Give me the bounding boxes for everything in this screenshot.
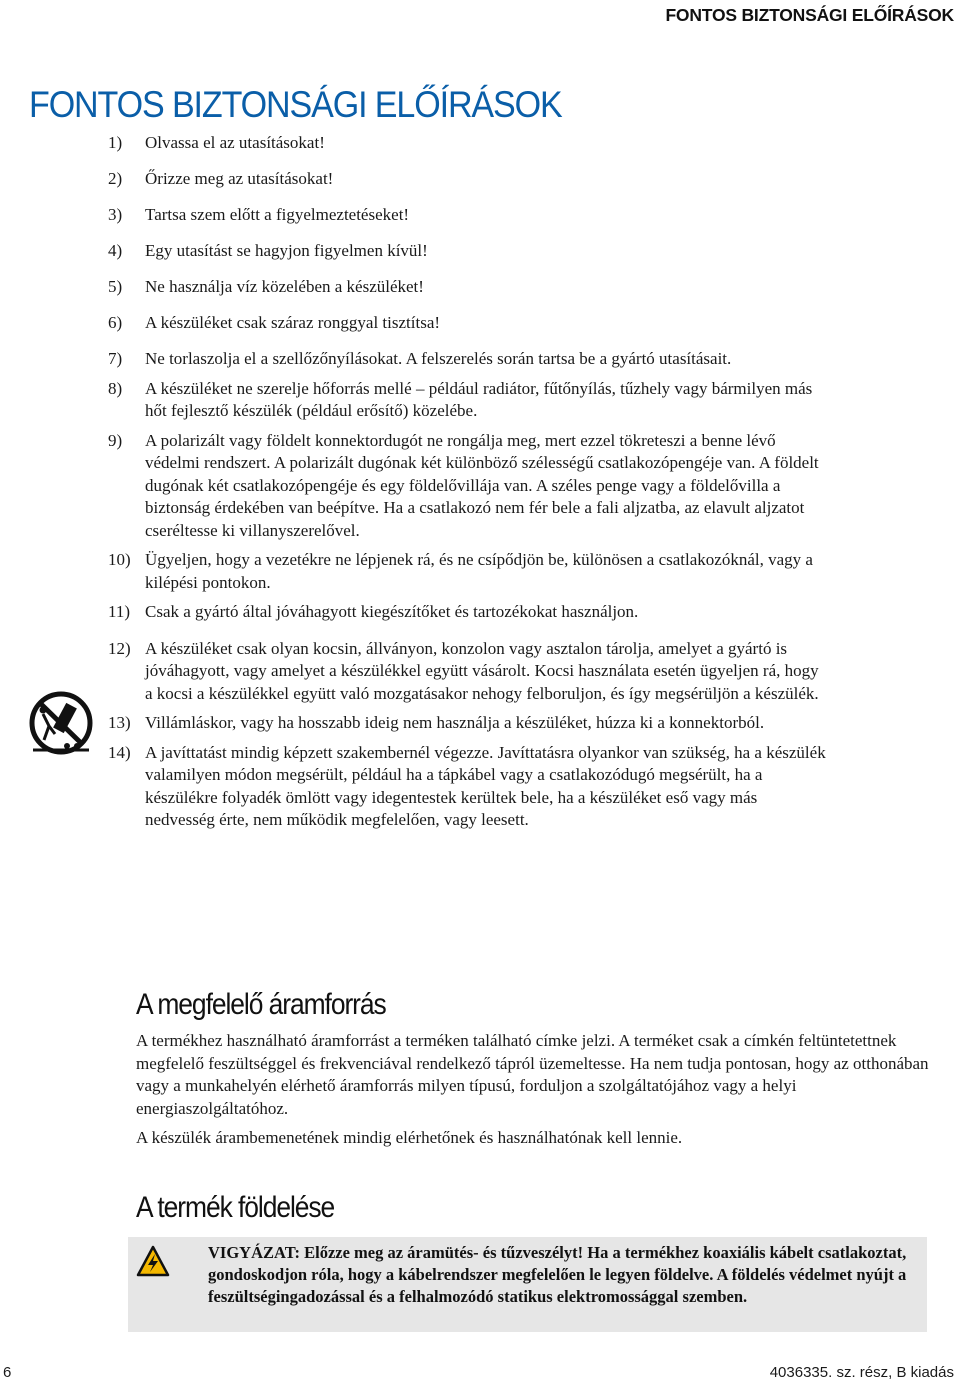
item-number: 6)	[108, 313, 123, 332]
list-item	[108, 549, 828, 594]
list-item	[108, 601, 828, 624]
item-text: Csak a gyártó által jóváhagyott kiegészítőket és tartozékokat használjon.	[145, 602, 639, 621]
item-text: Villámláskor, vagy ha hosszabb ideig nem használja a készüléket, húzza ki a konnektorból.	[145, 713, 765, 732]
item-text: Olvassa el az utasításokat!	[145, 133, 325, 152]
item-text: A polarizált vagy földelt konnektordugót ne rongálja meg, mert ezzel tökreteszi a benne lévő védelmi rendszert. A polarizált dugónak két különböző szélességű csatlakozópengéje van. A földelt dugónak két csatlakozópengéje és egy földelővillája van. A széles penge vagy a földelővilla a biztonság érdekében van beépítve. Ha a csatlakozó nem fér bele a fali aljzatba, az elavult aljzatot cseréltesse ki villanyszerelővel.	[145, 430, 819, 540]
list-item	[108, 204, 828, 227]
item-text: Egy utasítást se hagyjon figyelmen kívül!	[145, 241, 428, 260]
section-title-grounding: A termék földelése	[136, 1191, 335, 1224]
item-text: Ne torlaszolja el a szellőzőnyílásokat. A felszerelés során tartsa be a gyártó utasításait.	[145, 349, 732, 368]
item-text: A készüléket ne szerelje hőforrás mellé – például radiátor, fűtőnyílás, tűzhely vagy bármilyen más hőt fejlesztő készülék (például erősítő) közelébe.	[145, 378, 813, 420]
item-text: Őrizze meg az utasításokat!	[145, 169, 334, 188]
cart-tip-over-warning-icon	[27, 688, 95, 758]
section-title-power: A megfelelő áramforrás	[136, 988, 386, 1021]
item-number: 9)	[108, 430, 123, 450]
list-item	[108, 348, 828, 371]
page-number: 6	[3, 1364, 12, 1381]
list-item	[108, 132, 828, 155]
item-text: Ne használja víz közelében a készüléket!	[145, 277, 424, 296]
list-item	[108, 742, 828, 832]
item-text: A készüléket csak száraz ronggyal tisztítsa!	[145, 313, 441, 332]
item-text: Ügyeljen, hogy a vezetékre ne lépjenek rá, és ne csípődjön be, különösen a csatlakozóknál, vagy a kilépési pontokon.	[145, 550, 813, 592]
power-paragraph-access: A készülék árambemenetének mindig elérhetőnek és használhatónak kell lennie.	[136, 1128, 683, 1147]
running-header: FONTOS BIZTONSÁGI ELŐÍRÁSOK	[665, 5, 954, 25]
list-item	[108, 168, 828, 191]
warning-box	[128, 1237, 927, 1332]
list-item	[108, 312, 828, 335]
item-number: 14)	[108, 742, 131, 762]
item-text: Tartsa szem előtt a figyelmeztetéseket!	[145, 205, 410, 224]
item-number: 12)	[108, 638, 131, 658]
list-item	[108, 276, 828, 299]
item-number: 11)	[108, 602, 131, 621]
item-number: 13)	[108, 713, 131, 732]
item-number: 1)	[108, 133, 123, 152]
item-text: A készüléket csak olyan kocsin, állványon, konzolon vagy asztalon tárolja, amelyet a gyártó is jóváhagyott, vagy amelyet a készülékkel együtt vásárolt. Kocsi használata esetén ügyeljen rá, hogy a kocsi a készülékkel együtt való mozgatásakor nehogy felboruljon, és így megsérüljön a készülék.	[145, 638, 819, 703]
item-number: 10)	[108, 550, 131, 569]
page-title: FONTOS BIZTONSÁGI ELŐÍRÁSOK	[29, 84, 562, 125]
item-number: 7)	[108, 349, 123, 368]
item-number: 5)	[108, 277, 123, 296]
document-reference: 4036335. sz. rész, B kiadás	[769, 1364, 954, 1381]
electric-shock-warning-icon	[136, 1245, 170, 1277]
warning-text: VIGYÁZAT: Előzze meg az áramütés- és tűzveszélyt! Ha a termékhez koaxiális kábelt csatlakoztat, gondoskodjon róla, hogy a kábelrendszer megfelelően le legyen földelve. A földelés védelmet nyújt a feszültségingadozással és a felhalmozódó statikus elektromossággal szemben.	[208, 1243, 907, 1306]
list-item	[108, 240, 828, 263]
item-number: 2)	[108, 169, 123, 188]
item-number: 8)	[108, 378, 123, 398]
power-paragraph: A termékhez használható áramforrást a terméken található címke jelzi. A terméket csak a címkén feltüntetettnek megfelelő feszültséggel és frekvenciával rendelkező tápról üzemeltesse. Ha nem tudja pontosan, hogy az otthonában vagy a munkahelyén elérhető áramforrás milyen típusú, forduljon a szolgáltatójához vagy a helyi energiaszolgáltatóhoz.	[136, 1031, 929, 1118]
item-number: 3)	[108, 205, 123, 224]
item-number: 4)	[108, 241, 123, 260]
item-text: A javíttatást mindig képzett szakembernél végezze. Javíttatásra olyankor van szükség, ha a készülék valamilyen módon megsérült, például ha a tápkábel vagy a csatlakozódugó megsérült, ha a készülékre folyadék ömlött vagy idegentestek kerültek bele, ha a készüléket eső vagy más nedvesség érte, nem működik megfelelően, vagy leesett.	[145, 742, 826, 829]
list-item	[108, 712, 828, 735]
list-item	[108, 378, 828, 423]
safety-instructions-list	[108, 132, 828, 832]
list-item	[108, 430, 828, 543]
list-item	[108, 638, 828, 706]
